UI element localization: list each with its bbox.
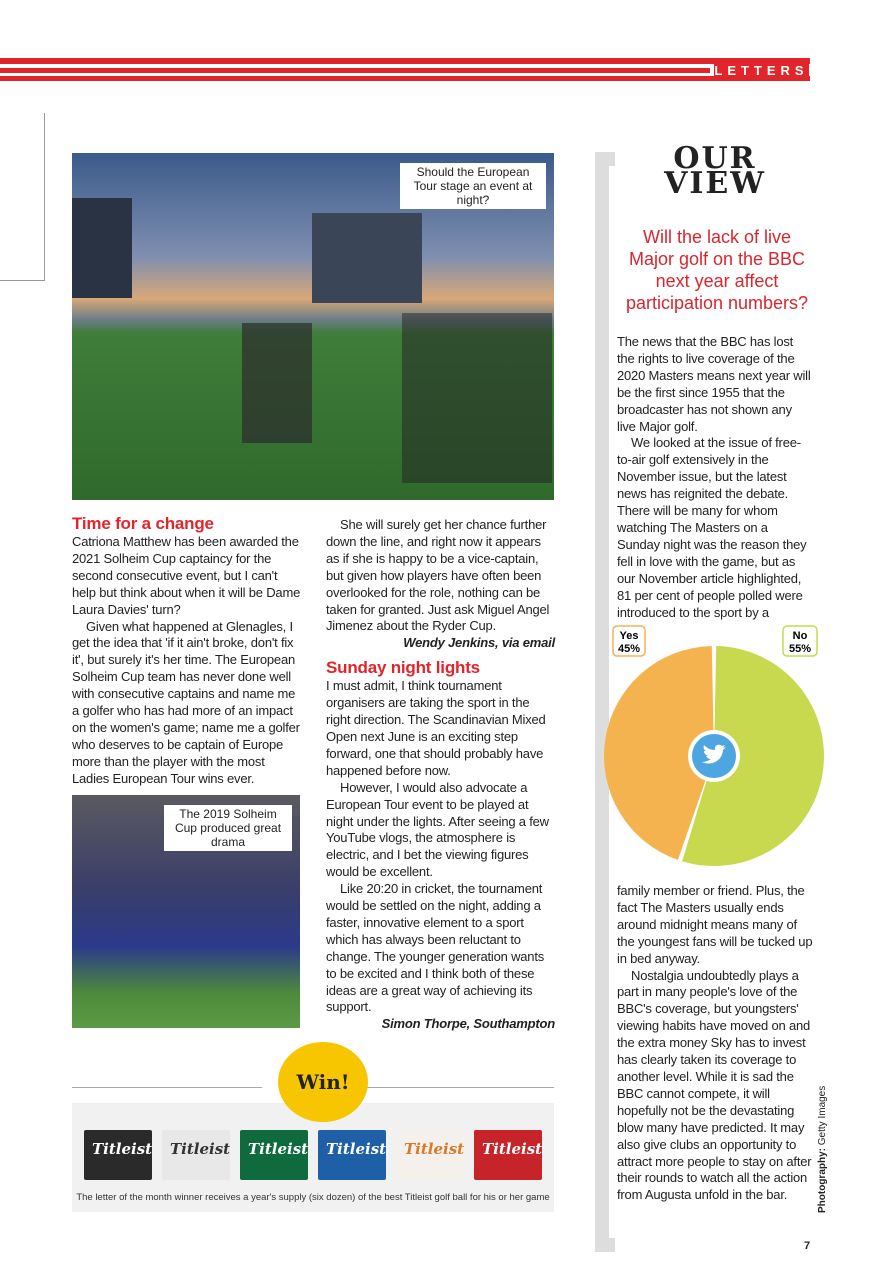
- pie-label-yes: [613, 626, 645, 656]
- photo-caption: Should the European Tour stage an event at night?: [400, 163, 546, 209]
- view-paragraph: Nostalgia undoubtedly plays a part in many people's love of the BBC's coverage, but youngsters' viewing habits have moved on and the extra money Sky has to invest has clearly taken its coverage to another level. While it is sad the BBC cannot compete, it will hopefully not be the devastating blow many have predicted. It may also give clubs an opportunity to attract more people to stay on after their rounds to watch all the action from Augusta unfold in the bar.: [617, 967, 812, 1203]
- titleist-box: [240, 1130, 308, 1180]
- brand-logo: Titleist: [326, 1140, 387, 1158]
- svg-text:No: No: [792, 630, 808, 642]
- titleist-box: [84, 1130, 152, 1180]
- poll-question: Will the lack of live Major golf on the BBC next year affect participation numbers?: [625, 227, 809, 313]
- header-stripe: [0, 68, 710, 73]
- win-badge: [278, 1042, 368, 1122]
- header-stripe: [0, 76, 810, 81]
- header-stripe: [0, 58, 810, 64]
- our-view-body-top: [617, 334, 813, 621]
- photo-caption: The 2019 Solheim Cup produced great drama: [164, 805, 292, 851]
- letter-paragraph: She will surely get her chance further down the line, and right now it appears as if she is happy to be a vice-captain, but given how players have often been overlooked for the role, nothing can be taken for granted. Just ask Miguel Angel Jimenez about the Ryder Cup.: [326, 517, 550, 634]
- credit-label: Photography:: [817, 1148, 828, 1213]
- letter-paragraph: I must admit, I think tournament organisers are taking the sport in the right direction. The Scandinavian Mixed Open next June is an exciting step forward, one that should probably have happened before now.: [326, 678, 546, 778]
- letter-2: [326, 517, 555, 1033]
- svg-text:45%: 45%: [617, 643, 641, 655]
- letter-paragraph: However, I would also advocate a European Tour event to be played at night under the lights. After seeing a few YouTube vlogs, the atmosphere is electric, and I bet the viewing figures would be excellent.: [326, 779, 549, 880]
- margin-rule: [44, 113, 45, 281]
- page-number: 7: [804, 1240, 811, 1252]
- letter-signature: Simon Thorpe, Southampton: [381, 1016, 555, 1032]
- view-paragraph: The news that the BBC has lost the rights to live coverage of the 2020 Masters means next year will be the first since 1955 that the broadcaster has not shown any live Major golf.: [617, 334, 811, 434]
- brand-logo: Titleist: [92, 1140, 153, 1158]
- svg-text:55%: 55%: [788, 643, 812, 655]
- brand-logo: Titleist: [404, 1140, 465, 1158]
- margin-rule: [0, 280, 45, 281]
- section-label: LETTERS: [714, 60, 809, 81]
- letter-signature: Wendy Jenkins, via email: [403, 635, 555, 651]
- win-label: Win!: [296, 1070, 350, 1094]
- brand-logo: Titleist: [170, 1140, 231, 1158]
- letter-1: [72, 514, 301, 788]
- photo-credit: [817, 1085, 828, 1213]
- svg-text:Yes: Yes: [619, 630, 639, 642]
- letter-paragraph: Catriona Matthew has been awarded the 2021 Solheim Cup captaincy for the second consecutive event, but I can't help but think about when it will be Dame Laura Davies' turn?: [72, 534, 301, 617]
- titleist-box: [318, 1130, 386, 1180]
- our-view-logo: OUR VIEW: [664, 141, 766, 201]
- credit-value: Getty Images: [817, 1085, 828, 1146]
- brand-logo: Titleist: [248, 1140, 309, 1158]
- solheim-photo: [72, 795, 300, 1028]
- pie-label-no: [783, 626, 817, 656]
- win-rule: [72, 1087, 262, 1088]
- letter-title: Sunday night lights: [326, 658, 480, 678]
- view-paragraph: We looked at the issue of free-to-air golf extensively in the November issue, but the latest news has reignited the debate. There will be many for whom watching The Masters on a Sunday night was the reason they fell in love with the game, but as our November article highlighted, 81 per cent of people polled were introduced to the sport by a: [617, 435, 807, 620]
- poll-pie-chart: [596, 620, 832, 870]
- titleist-box: [396, 1130, 464, 1180]
- win-caption: The letter of the month winner receives a year's supply (six dozen) of the best Titleist golf ball for his or her game: [76, 1192, 550, 1203]
- our-view-body-bottom: [617, 883, 813, 1204]
- letter-paragraph: Given what happened at Glenagles, I get the idea that 'if it ain't broke, don't fix it', but surely it's her time. The European Solheim Cup team has never done well with consecutive captains and name me a golfer who has had more of an impact on the women's game; name me a golfer who deserves to be captain of Europe more than the player with the most Ladies European Tour wins ever.: [72, 618, 300, 786]
- letter-title: Time for a change: [72, 514, 214, 533]
- brand-logo: Titleist: [482, 1140, 543, 1158]
- win-rule: [365, 1087, 554, 1088]
- main-photo: [72, 153, 554, 500]
- titleist-box: [162, 1130, 230, 1180]
- letter-paragraph: Like 20:20 in cricket, the tournament would be settled on the night, adding a faster, innovative element to a sport which has always been reluctant to change. The younger generation wants to be excited and I think both of these ideas are a great way of achieving its support.: [326, 881, 545, 1015]
- view-paragraph: family member or friend. Plus, the fact The Masters usually ends around midnight means many of the youngest fans will be tucked up in bed anyway.: [617, 883, 813, 966]
- titleist-box: [474, 1130, 542, 1180]
